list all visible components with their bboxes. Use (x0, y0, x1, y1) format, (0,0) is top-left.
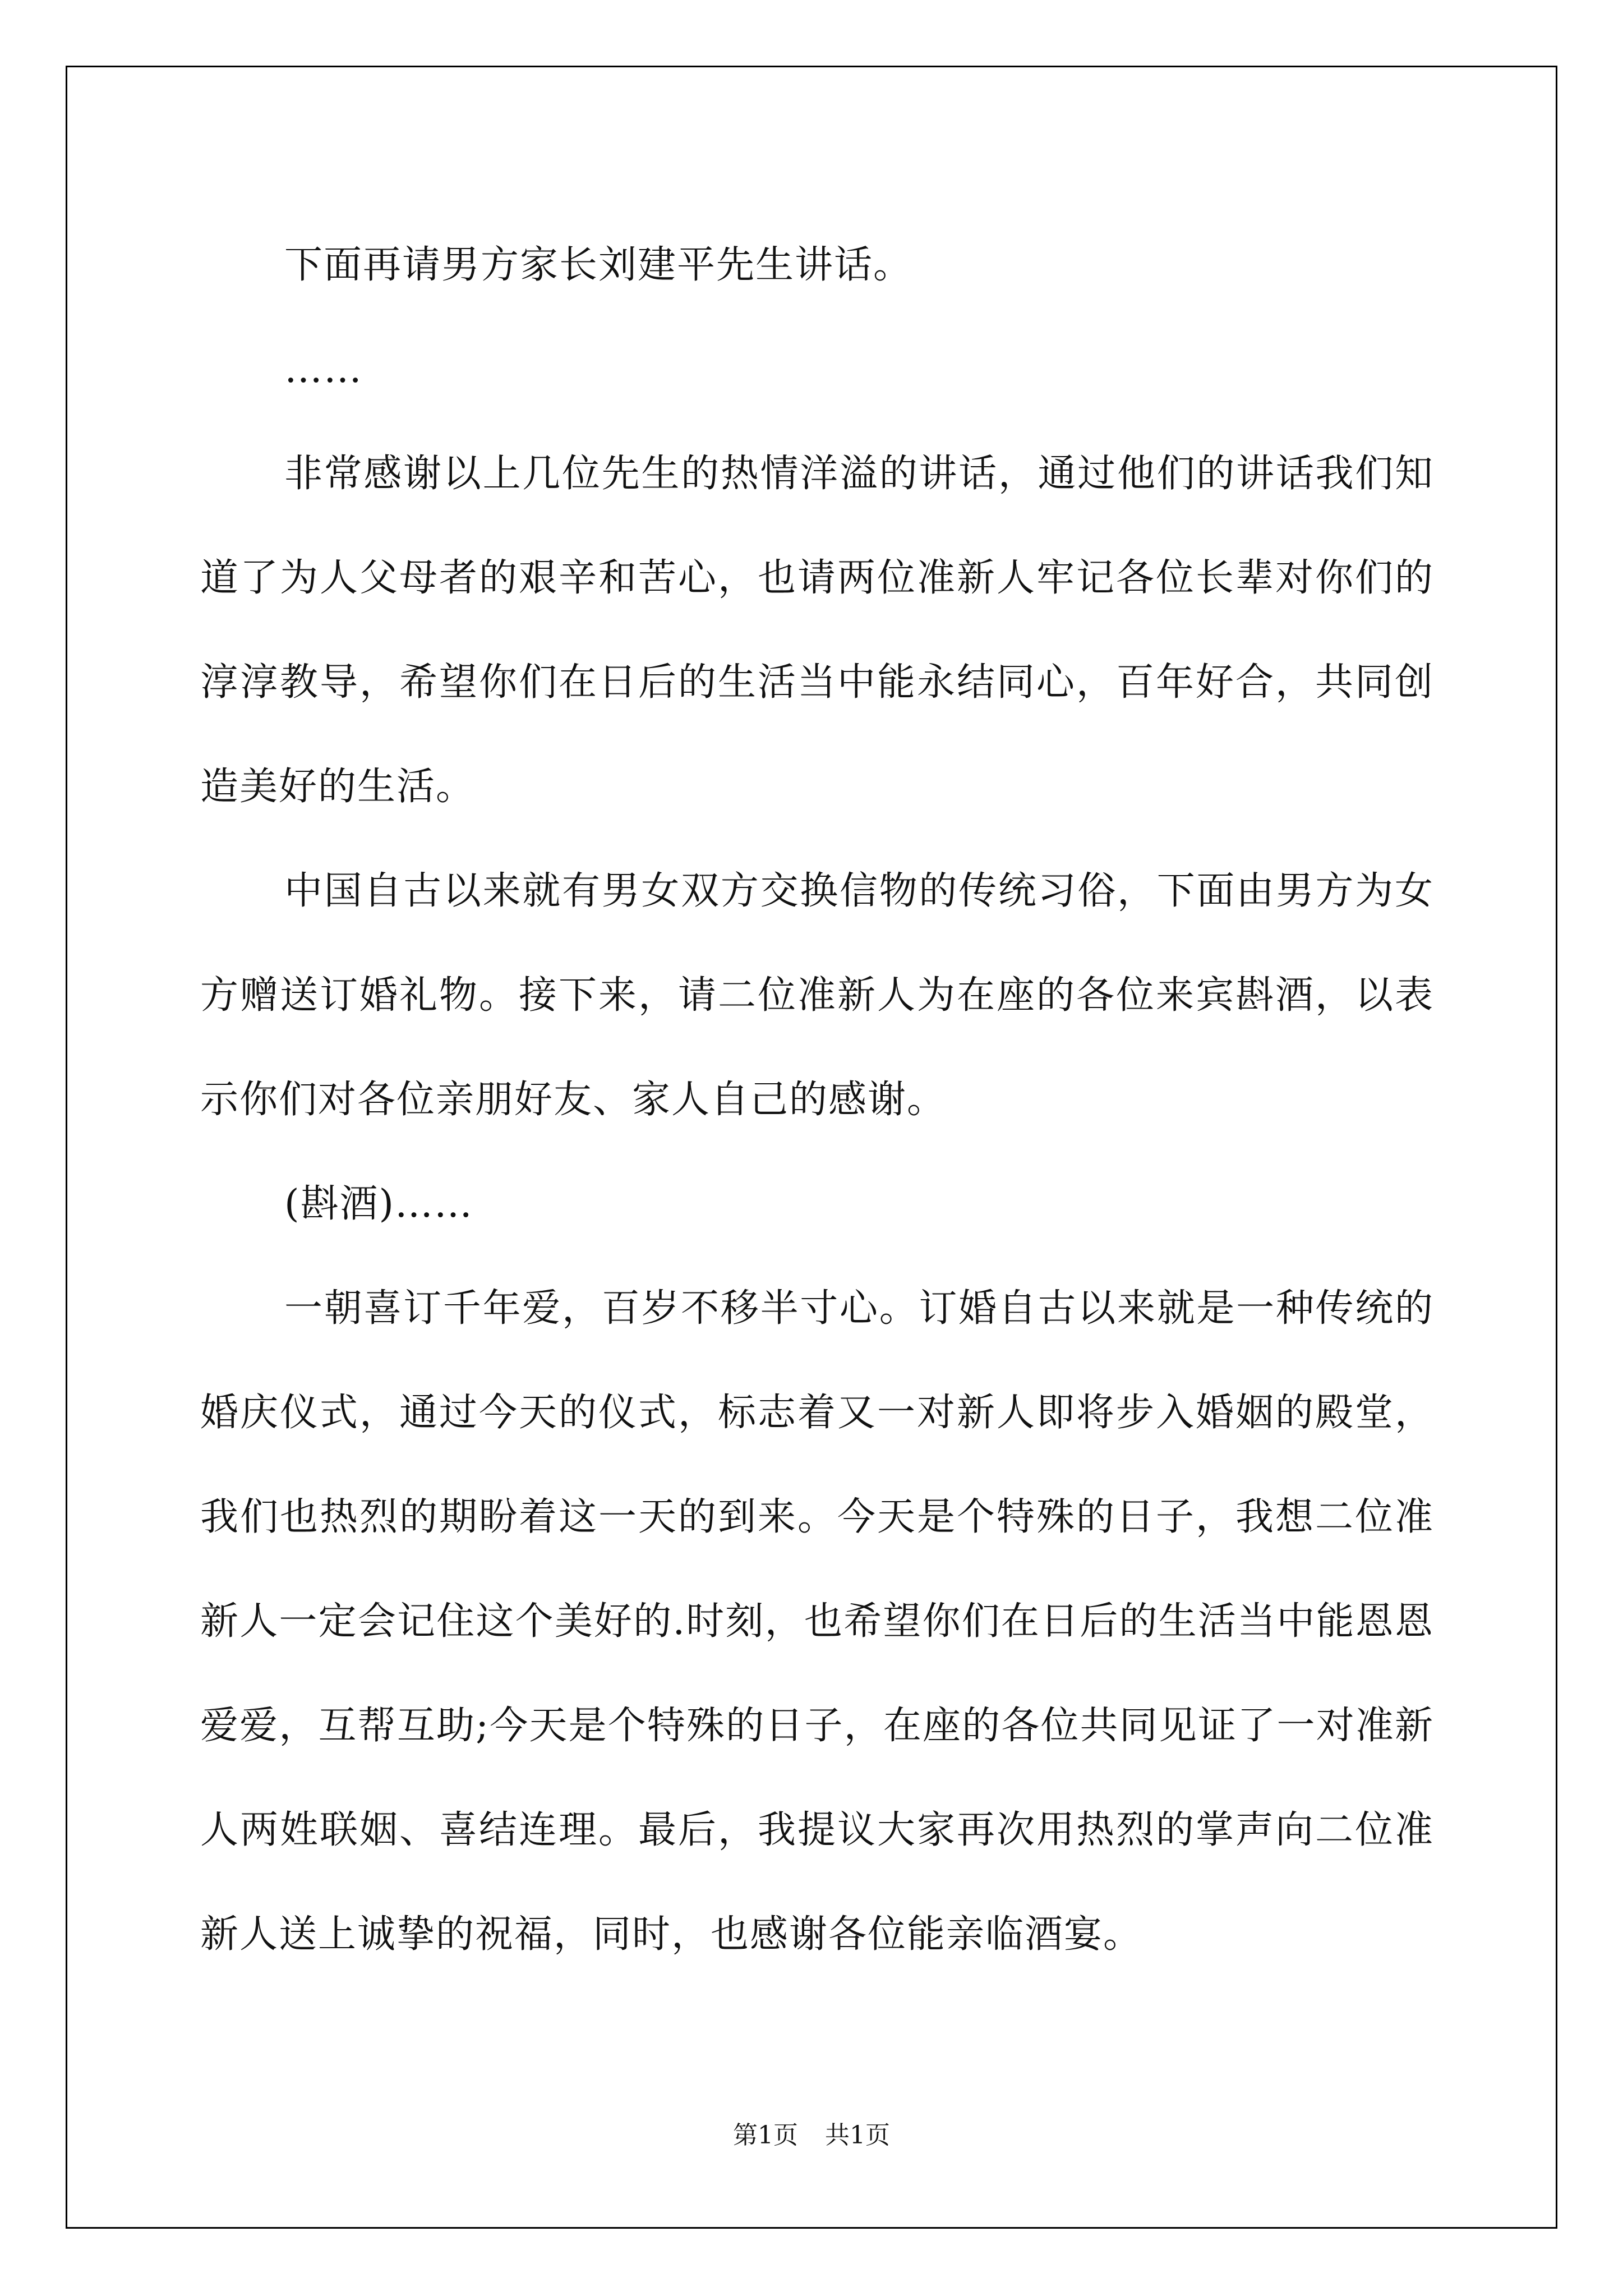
paragraph-3: 非常感谢以上几位先生的热情洋溢的讲话，通过他们的讲话我们知道了为人父母者的艰辛和苦心，也请两位准新人牢记各位长辈对你们的淳淳教导，希望你们在日后的生活当中能永结同心，百年好合，共同创造美好的生活。 (200, 452, 1434, 809)
paragraph-5: (斟酒)…… (284, 1182, 474, 1226)
page-number: 第1页 (733, 2121, 798, 2150)
paragraph-1: 下面再请男方家长刘建平先生讲话。 (284, 243, 913, 287)
paragraph-2: …… (284, 347, 363, 392)
page-total: 共1页 (825, 2121, 890, 2150)
document-body (200, 213, 1434, 1987)
paragraph-6: 一朝喜订千年爱，百岁不移半寸心。订婚自古以来就是一种传统的婚庆仪式，通过今天的仪式，标志着又一对新人即将步入婚姻的殿堂，我们也热烈的期盼着这一天的到来。今天是个特殊的日子，我想二位准新人一定会记住这个美好的.时刻，也希望你们在日后的生活当中能恩恩爱爱，互帮互助;今天是个特殊的日子，在座的各位共同见证了一对准新人两姓联姻、喜结连理。最后，我提议大家再次用热烈的掌声向二位准新人送上诚挚的祝福，同时，也感谢各位能亲临酒宴。 (200, 1286, 1434, 1957)
paragraph-4: 中国自古以来就有男女双方交换信物的传统习俗，下面由男方为女方赠送订婚礼物。接下来，请二位准新人为在座的各位来宾斟酒，以表示你们对各位亲朋好友、家人自己的感谢。 (200, 869, 1434, 1122)
page-footer (0, 2115, 1623, 2151)
